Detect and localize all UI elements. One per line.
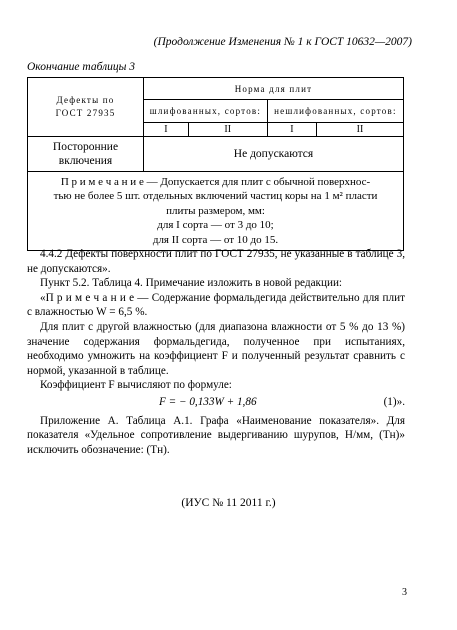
paragraph: «П р и м е ч а н и е — Содержание формальдегида действительно для плит с влажностью W = 6,5 %. bbox=[27, 291, 405, 319]
grade-header: I bbox=[144, 122, 189, 136]
row-label bbox=[28, 137, 144, 172]
paragraph: Для плит с другой влажностью (для диапазона влажности от 5 % до 13 %) значение содержания формальдегида, полученное при испытаниях, необходимо умножить на коэффициент F и полученный результат сравнить с нормой, указанной в таблице. bbox=[27, 320, 405, 377]
note-line: плиты размером, мм: bbox=[166, 204, 265, 217]
paragraph: 4.4.2 Дефекты поверхности плит по ГОСТ 27935, не указанные в таблице 3, не допускаются». bbox=[27, 248, 405, 275]
page-header: (Продолжение Изменения № 1 к ГОСТ 10632—2007) bbox=[153, 36, 412, 48]
paragraph: Коэффициент F вычисляют по формуле: bbox=[40, 379, 232, 392]
defects-header-line1: Дефекты по bbox=[56, 95, 115, 105]
row-value: Не допускаются bbox=[144, 137, 404, 172]
unsanded-header: нешлифованных, сортов: bbox=[267, 100, 403, 122]
note-line: П р и м е ч а н и е — Допускается для плит с обычной поверхнос- bbox=[60, 175, 371, 188]
note-item: для II сорта — от 10 до 15. bbox=[152, 233, 279, 246]
note-line: тью не более 5 шт. отдельных включений частиц коры на 1 м² пласти bbox=[53, 190, 378, 203]
paragraph: Пункт 5.2. Таблица 4. Примечание изложить в новой редакции: bbox=[40, 277, 343, 290]
norm-header: Норма для плит bbox=[144, 78, 404, 100]
table-note bbox=[28, 172, 404, 251]
grade-header: II bbox=[317, 122, 404, 136]
table-caption: Окончание таблицы 3 bbox=[27, 61, 135, 73]
sanded-header: шлифованных, сортов: bbox=[144, 100, 268, 122]
row-label-line2: включения bbox=[58, 155, 113, 167]
grade-header: II bbox=[188, 122, 267, 136]
formula bbox=[27, 395, 405, 410]
defects-column-header bbox=[28, 78, 144, 137]
body-text bbox=[27, 247, 405, 457]
paragraph: Приложение А. Таблица А.1. Графа «Наименование показателя». Для показателя «Удельное сопротивление выдергиванию шурупов, Н/мм, (Тн)» исключить обозначение: (Тн). bbox=[27, 414, 405, 456]
defects-table bbox=[27, 77, 404, 251]
defects-header-line2: ГОСТ 27935 bbox=[55, 108, 116, 118]
formula-number: (1)». bbox=[383, 395, 405, 408]
page-number: 3 bbox=[402, 587, 407, 598]
formula-expression: F = − 0,133W + 1,86 bbox=[159, 395, 257, 408]
row-label-line1: Посторонние bbox=[52, 141, 119, 153]
note-item: для I сорта — от 3 до 10; bbox=[157, 219, 274, 232]
ius-reference: (ИУС № 11 2011 г.) bbox=[181, 497, 276, 509]
grade-header: I bbox=[267, 122, 316, 136]
